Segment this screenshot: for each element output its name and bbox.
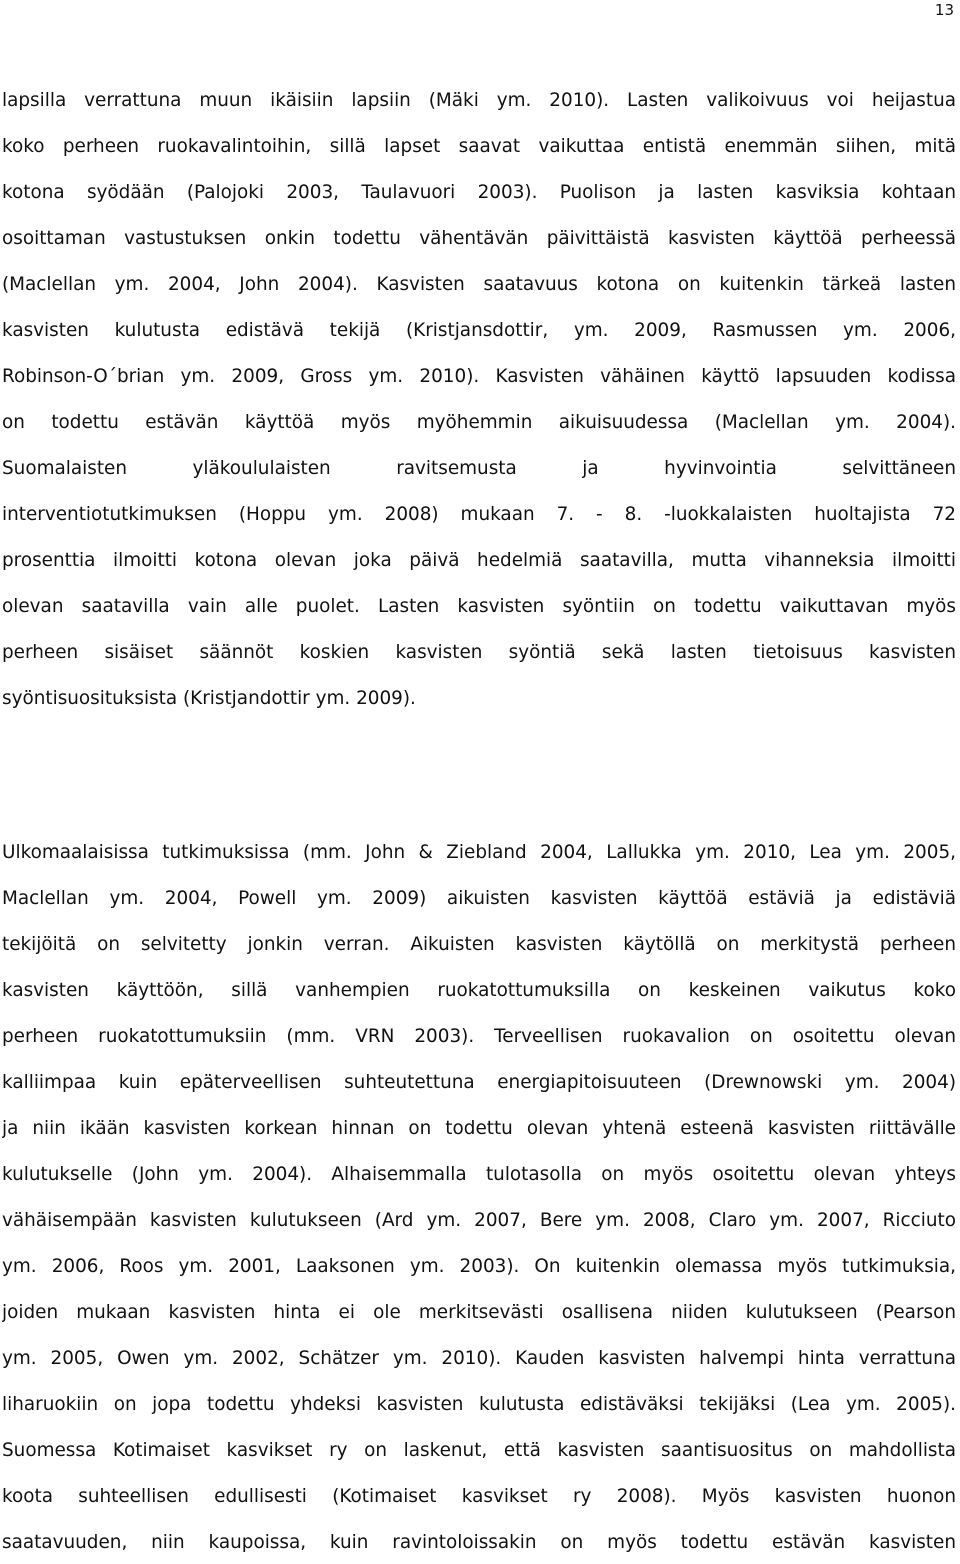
paragraph-line: prosenttia ilmoitti kotona olevan joka päivä hedelmiä saatavilla, mutta vihanneksia ilmoitti (2, 550, 956, 571)
paragraph-line: kotona syödään (Palojoki 2003, Taulavuori 2003). Puolison ja lasten kasviksia kohtaan (2, 182, 956, 203)
paragraph-line: perheen ruokatottumuksiin (mm. VRN 2003). Terveellisen ruokavalion on osoitettu olevan (2, 1026, 956, 1047)
paragraph-line: saatavuuden, niin kaupoissa, kuin ravintoloissakin on myös todettu estävän kasvisten (2, 1532, 956, 1553)
paragraph-line: koota suhteellisen edullisesti (Kotimaiset kasvikset ry 2008). Myös kasvisten huonon (2, 1486, 956, 1507)
paragraph-line: osoittaman vastustuksen onkin todettu vähentävän päivittäistä kasvisten käyttöä perheessä (2, 228, 956, 249)
paragraph-line: ym. 2006, Roos ym. 2001, Laaksonen ym. 2003). On kuitenkin olemassa myös tutkimuksia, (2, 1256, 956, 1277)
paragraph-line: interventiotutkimuksen (Hoppu ym. 2008) mukaan 7. - 8. -luokkalaisten huoltajista 72 (2, 504, 956, 525)
paragraph-line: liharuokiin on jopa todettu yhdeksi kasvisten kulutusta edistäväksi tekijäksi (Lea ym. 2005). (2, 1394, 956, 1415)
paragraph-line: Maclellan ym. 2004, Powell ym. 2009) aikuisten kasvisten käyttöä estäviä ja edistäviä (2, 888, 956, 909)
paragraph-line: syöntisuosituksista (Kristjandottir ym. 2009). (2, 688, 416, 709)
paragraph-line: tekijöitä on selvitetty jonkin verran. Aikuisten kasvisten käytöllä on merkitystä perheen (2, 934, 956, 955)
page-number: 13 (934, 1, 954, 19)
paragraph-line: on todettu estävän käyttöä myös myöhemmin aikuisuudessa (Maclellan ym. 2004). (2, 412, 956, 433)
paragraph-line: kasvisten käyttöön, sillä vanhempien ruokatottumuksilla on keskeinen vaikutus koko (2, 980, 956, 1001)
paragraph-line: kalliimpaa kuin epäterveellisen suhteutettuna energiapitoisuuteen (Drewnowski ym. 2004) (2, 1072, 956, 1093)
paragraph-line: (Maclellan ym. 2004, John 2004). Kasvisten saatavuus kotona on kuitenkin tärkeä lasten (2, 274, 956, 295)
paragraph-line: koko perheen ruokavalintoihin, sillä lapset saavat vaikuttaa entistä enemmän siihen, mitä (2, 136, 956, 157)
paragraph-line: Suomalaisten yläkoululaisten ravitsemusta ja hyvinvointia selvittäneen (2, 458, 956, 479)
paragraph-line: olevan saatavilla vain alle puolet. Lasten kasvisten syöntiin on todettu vaikuttavan myös (2, 596, 956, 617)
paragraph-line: joiden mukaan kasvisten hinta ei ole merkitsevästi osallisena niiden kulutukseen (Pearson (2, 1302, 956, 1323)
paragraph-line: ja niin ikään kasvisten korkean hinnan on todettu olevan yhtenä esteenä kasvisten riittävälle (2, 1118, 956, 1139)
paragraph-line: perheen sisäiset säännöt koskien kasvisten syöntiä sekä lasten tietoisuus kasvisten (2, 642, 956, 663)
paragraph-line: vähäisempään kasvisten kulutukseen (Ard ym. 2007, Bere ym. 2008, Claro ym. 2007, Ricciuto (2, 1210, 956, 1231)
paragraph-line: ym. 2005, Owen ym. 2002, Schätzer ym. 2010). Kauden kasvisten halvempi hinta verrattuna (2, 1348, 956, 1369)
paragraph-line: lapsilla verrattuna muun ikäisiin lapsiin (Mäki ym. 2010). Lasten valikoivuus voi heijastua (2, 90, 956, 111)
paragraph-line: Ulkomaalaisissa tutkimuksissa (mm. John & Ziebland 2004, Lallukka ym. 2010, Lea ym. 2005, (2, 842, 956, 863)
paragraph-line: kasvisten kulutusta edistävä tekijä (Kristjansdottir, ym. 2009, Rasmussen ym. 2006, (2, 320, 956, 341)
paragraph-line: kulutukselle (John ym. 2004). Alhaisemmalla tulotasolla on myös osoitettu olevan yhteys (2, 1164, 956, 1185)
paragraph-line: Robinson-O´brian ym. 2009, Gross ym. 2010). Kasvisten vähäinen käyttö lapsuuden kodissa (2, 366, 956, 387)
paragraph-line: Suomessa Kotimaiset kasvikset ry on laskenut, että kasvisten saantisuositus on mahdollista (2, 1440, 956, 1461)
